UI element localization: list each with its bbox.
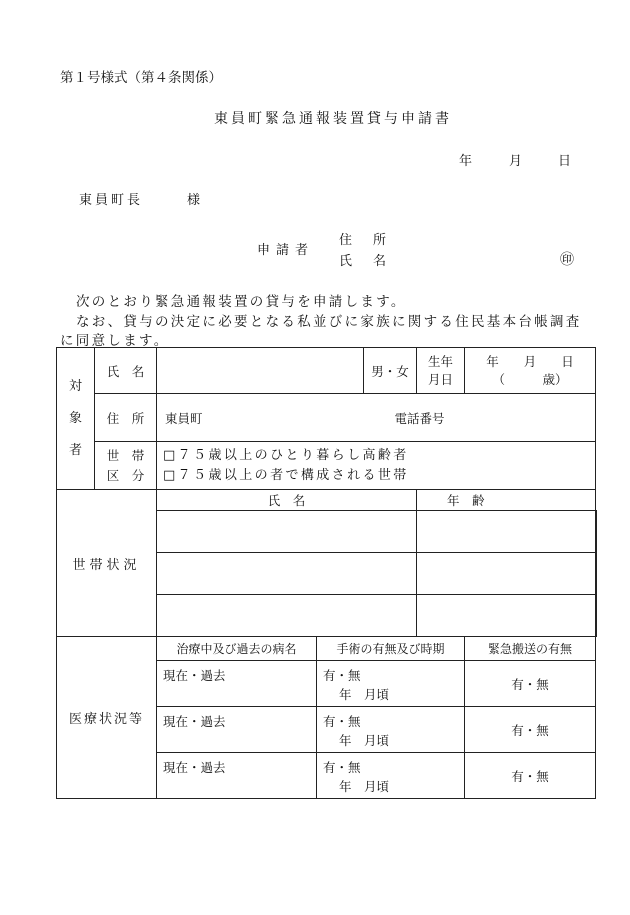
surgery-field[interactable]: 有・無 年 月頃 [317, 661, 465, 707]
addressee-honorific: 様 [187, 193, 201, 208]
household-category-label: 世 帯 区 分 [95, 442, 157, 490]
disease-status[interactable]: 現在・過去 [157, 661, 317, 707]
date-month: 月 [509, 154, 523, 169]
household-name-cell[interactable] [157, 511, 417, 553]
transport-field[interactable]: 有・無 [465, 707, 596, 753]
body-line-1: 次のとおり緊急通報装置の貸与を申請します。 [76, 294, 407, 310]
household-name-cell[interactable] [157, 595, 417, 637]
transport-field[interactable]: 有・無 [465, 753, 596, 799]
household-header-age: 年 齢 [417, 490, 596, 511]
subject-name-field[interactable] [157, 348, 364, 394]
body-line-2: なお、貸与の決定に必要となる私並びに家族に関する住民基本台帳調査 [76, 314, 582, 330]
addressee-name: 東員町長 [79, 193, 144, 208]
phone-label: 電話番号 [394, 410, 445, 426]
document-title: 東員町緊急通報装置貸与申請書 [214, 111, 452, 127]
household-status-label: 世帯状況 [57, 490, 157, 637]
transport-field[interactable]: 有・無 [465, 661, 596, 707]
birth-date-label: 生年 月日 [417, 348, 465, 394]
household-relation-cell[interactable] [596, 511, 597, 553]
date-year: 年 [459, 154, 473, 169]
household-age-cell[interactable] [417, 595, 596, 637]
option-elderly-household[interactable]: □７５歳以上の者で構成される世帯 [163, 467, 409, 483]
applicant-address-label: 住 所 [339, 233, 391, 248]
application-form-table [56, 347, 597, 799]
surgery-field[interactable]: 有・無 年 月頃 [317, 753, 465, 799]
subject-sex-field[interactable]: 男・女 [364, 348, 417, 394]
address-town: 東員町 [165, 410, 203, 426]
date-day: 日 [558, 154, 572, 169]
seal-mark: ㊞ [560, 252, 574, 268]
medical-status-label: 医療状況等 [57, 637, 157, 799]
household-category-options[interactable] [157, 442, 596, 490]
applicant-label: 申請者 [257, 243, 315, 258]
birth-date-field[interactable]: 年 月 日 （ 歳） [465, 348, 596, 394]
medical-header-disease: 治療中及び過去の病名 [157, 637, 317, 661]
body-line-3: に同意します。 [60, 333, 170, 349]
household-age-cell[interactable] [417, 511, 596, 553]
subject-address-field[interactable] [157, 394, 596, 442]
household-age-cell[interactable] [417, 553, 596, 595]
subject-name-label: 氏 名 [95, 348, 157, 394]
disease-status[interactable]: 現在・過去 [157, 707, 317, 753]
household-header-name: 氏 名 [157, 490, 417, 511]
subject-section-label: 対 象 者 [57, 348, 95, 490]
form-number: 第１号様式（第４条関係） [60, 70, 222, 86]
household-relation-cell[interactable] [596, 553, 597, 595]
medical-header-surgery: 手術の有無及び時期 [317, 637, 465, 661]
medical-header-transport: 緊急搬送の有無 [465, 637, 596, 661]
disease-status[interactable]: 現在・過去 [157, 753, 317, 799]
household-relation-cell[interactable] [596, 595, 597, 637]
applicant-name-label: 氏 名 [339, 254, 391, 269]
subject-address-label: 住 所 [95, 394, 157, 442]
surgery-field[interactable]: 有・無 年 月頃 [317, 707, 465, 753]
option-single-elderly[interactable]: □７５歳以上のひとり暮らし高齢者 [163, 447, 409, 463]
household-name-cell[interactable] [157, 553, 417, 595]
